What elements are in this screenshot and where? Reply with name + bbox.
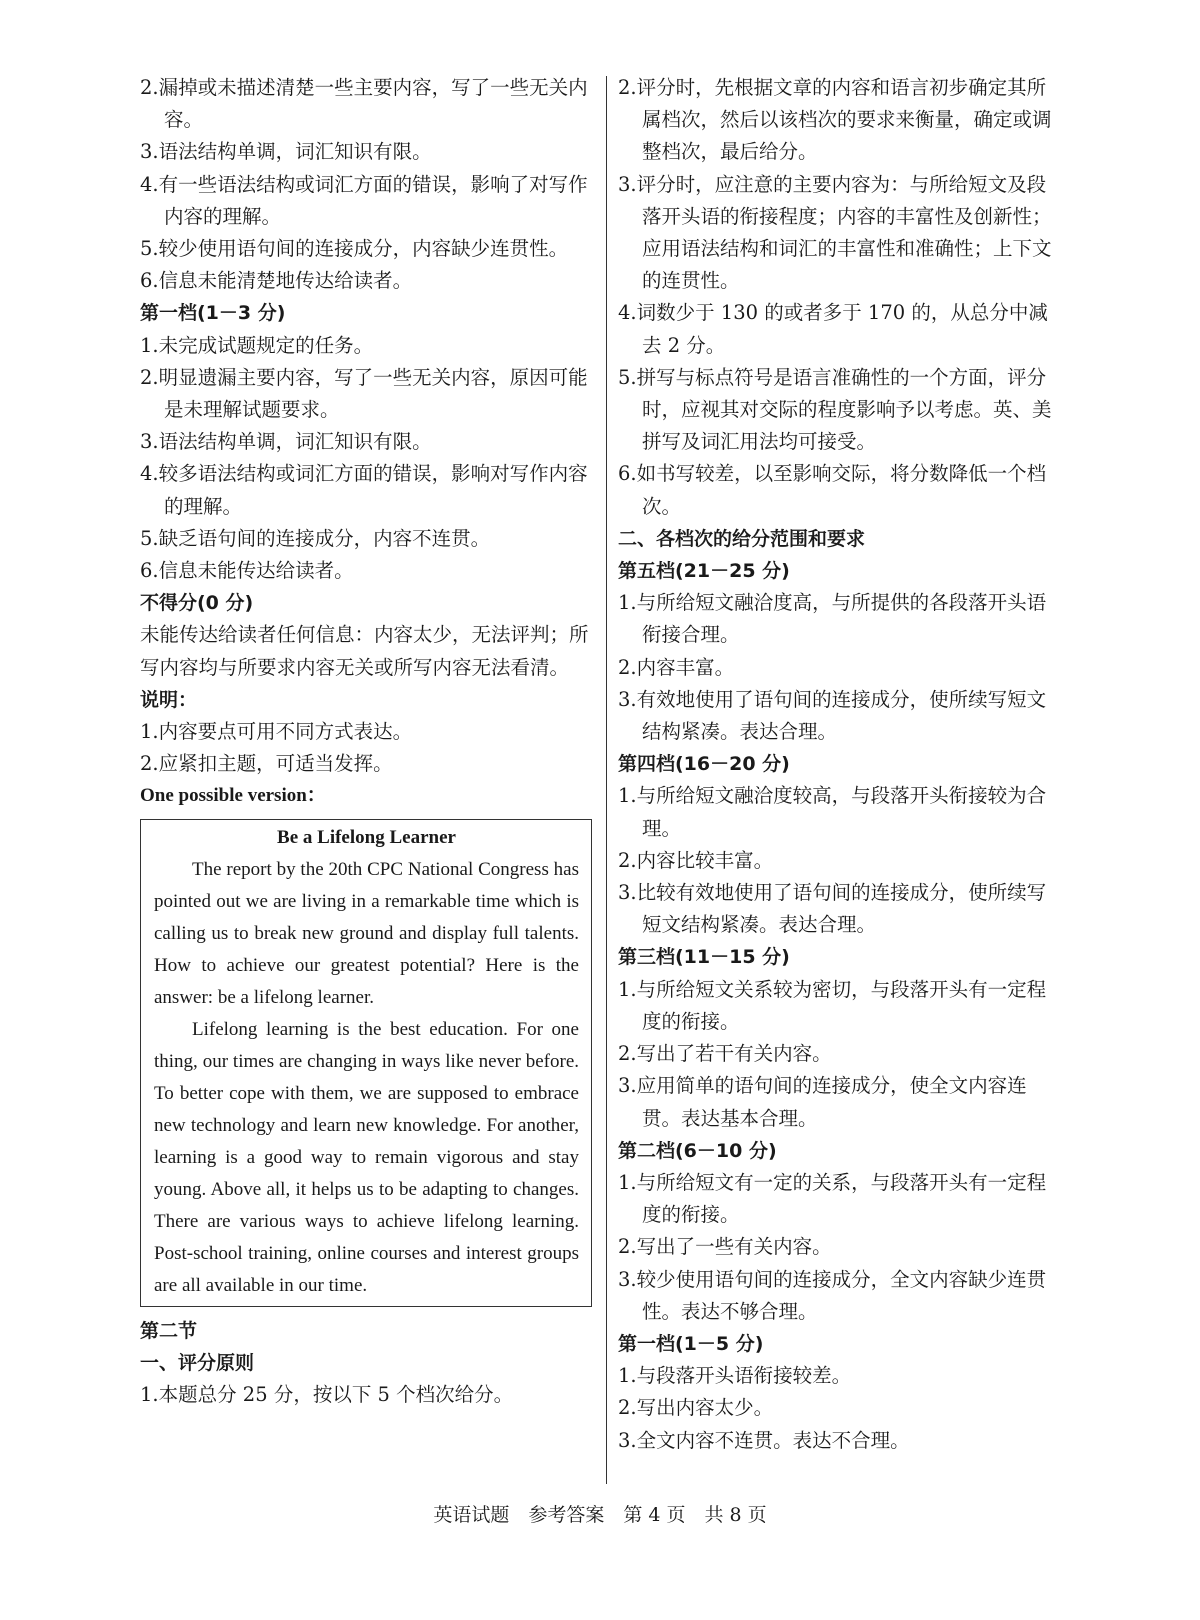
list-item: 4.词数少于 130 的或者多于 170 的，从总分中减去 2 分。 (618, 301, 1048, 357)
list-item: 1.与所给短文融洽度高，与所提供的各段落开头语衔接合理。 (618, 591, 1047, 647)
principles-heading: 一、评分原则 (140, 1351, 255, 1374)
list-item: 2.应紧扣主题，可适当发挥。 (140, 752, 393, 776)
sample-version-label: One possible version： (140, 785, 326, 807)
band-heading: 第一档(1－5 分) (618, 1332, 764, 1355)
zero-score-text: 未能传达给读者任何信息：内容太少，无法评判；所写内容均与所要求内容无关或所写内容无法看清。 (140, 623, 589, 679)
list-item: 2.评分时，先根据文章的内容和语言初步确定其所属档次，然后以该档次的要求来衡量，确定或调整档次，最后给分。 (618, 76, 1052, 164)
list-item: 1.与段落开头语衔接较差。 (618, 1364, 852, 1388)
page-footer: 英语试题 参考答案 第 4 页 共 8 页 (433, 1504, 767, 1526)
ranges-heading: 二、各档次的给分范围和要求 (618, 527, 866, 550)
list-item: 3.评分时，应注意的主要内容为：与所给短文及段落开头语的衔接程度；内容的丰富性及创新性；应用语法结构和词汇的丰富性和准确性；上下文的连贯性。 (618, 172, 1052, 293)
list-item: 2.漏掉或未描述清楚一些主要内容，写了一些无关内容。 (140, 76, 588, 132)
sample-essay-box (140, 819, 592, 1307)
list-item: 3.应用简单的语句间的连接成分，使全文内容连贯。表达基本合理。 (618, 1074, 1027, 1130)
band-heading: 第一档(1－3 分) (140, 302, 286, 325)
list-item: 6.如书写较差，以至影响交际，将分数降低一个档次。 (618, 462, 1047, 518)
list-item: 5.缺乏语句间的连接成分，内容不连贯。 (140, 526, 491, 550)
list-item: 3.较少使用语句间的连接成分，全文内容缺少连贯性。表达不够合理。 (618, 1267, 1047, 1323)
list-item: 1.与所给短文融洽度较高，与段落开头衔接较为合理。 (618, 784, 1047, 840)
list-item: 4.较多语法结构或词汇方面的错误，影响对写作内容的理解。 (140, 462, 588, 518)
list-item: 1.本题总分 25 分，按以下 5 个档次给分。 (140, 1383, 514, 1407)
list-item: 6.信息未能清楚地传达给读者。 (140, 269, 413, 293)
list-item: 2.明显遗漏主要内容，写了一些无关内容，原因可能是未理解试题要求。 (140, 365, 588, 422)
essay-title: Be a Lifelong Learner (277, 826, 456, 848)
band-heading: 第四档(16－20 分) (618, 753, 790, 776)
list-item: 2.内容比较丰富。 (618, 848, 774, 872)
list-item: 2.写出了若干有关内容。 (618, 1042, 832, 1066)
zero-score-heading: 不得分(0 分) (140, 592, 254, 615)
section-heading: 第二节 (140, 1319, 198, 1342)
left-column (140, 72, 592, 1411)
list-item: 1.内容要点可用不同方式表达。 (140, 720, 413, 744)
list-item: 1.未完成试题规定的任务。 (140, 333, 374, 357)
band-heading: 第二档(6－10 分) (618, 1139, 777, 1162)
notes-heading: 说明： (140, 688, 198, 711)
list-item: 5.较少使用语句间的连接成分，内容缺少连贯性。 (140, 237, 569, 261)
column-divider (606, 76, 607, 1484)
list-item: 2.写出内容太少。 (618, 1396, 774, 1420)
list-item: 3.有效地使用了语句间的连接成分，使所续写短文结构紧凑。表达合理。 (618, 687, 1047, 744)
list-item: 1.与所给短文有一定的关系，与段落开头有一定程度的衔接。 (618, 1170, 1047, 1227)
essay-paragraph: The report by the 20th CPC National Congress has pointed out we are living in a remarkable time which is calling us to break new ground and display full talents. How to achieve our greatest potential? Here is the answer: be a lifelong learner. (154, 858, 579, 1008)
list-item: 3.语法结构单调，词汇知识有限。 (140, 140, 432, 164)
band-heading: 第五档(21－25 分) (618, 560, 790, 583)
right-column (618, 72, 1063, 1457)
list-item: 2.写出了一些有关内容。 (618, 1235, 832, 1259)
list-item: 5.拼写与标点符号是语言准确性的一个方面，评分时，应视其对交际的程度影响予以考虑。英、美拼写及词汇用法均可接受。 (618, 365, 1052, 454)
band-heading: 第三档(11－15 分) (618, 946, 790, 969)
list-item: 6.信息未能传达给读者。 (140, 559, 354, 583)
list-item: 2.内容丰富。 (618, 655, 735, 679)
list-item: 4.有一些语法结构或词汇方面的错误，影响了对写作内容的理解。 (140, 172, 588, 228)
essay-paragraph: Lifelong learning is the best education. For one thing, our times are changing in ways like never before. To better cope with them, we are supposed to embrace new technology and learn new knowledge. For another, learning is a good way to remain vigorous and stay young. Above all, it helps us to be adapting to changes. There are various ways to achieve lifelong learning. Post-school training, online courses and interest groups are all available in our time. (154, 1018, 579, 1296)
list-item: 1.与所给短文关系较为密切，与段落开头有一定程度的衔接。 (618, 977, 1047, 1033)
list-item: 3.全文内容不连贯。表达不合理。 (618, 1428, 910, 1452)
list-item: 3.比较有效地使用了语句间的连接成分，使所续写短文结构紧凑。表达合理。 (618, 881, 1047, 937)
list-item: 3.语法结构单调，词汇知识有限。 (140, 430, 432, 454)
